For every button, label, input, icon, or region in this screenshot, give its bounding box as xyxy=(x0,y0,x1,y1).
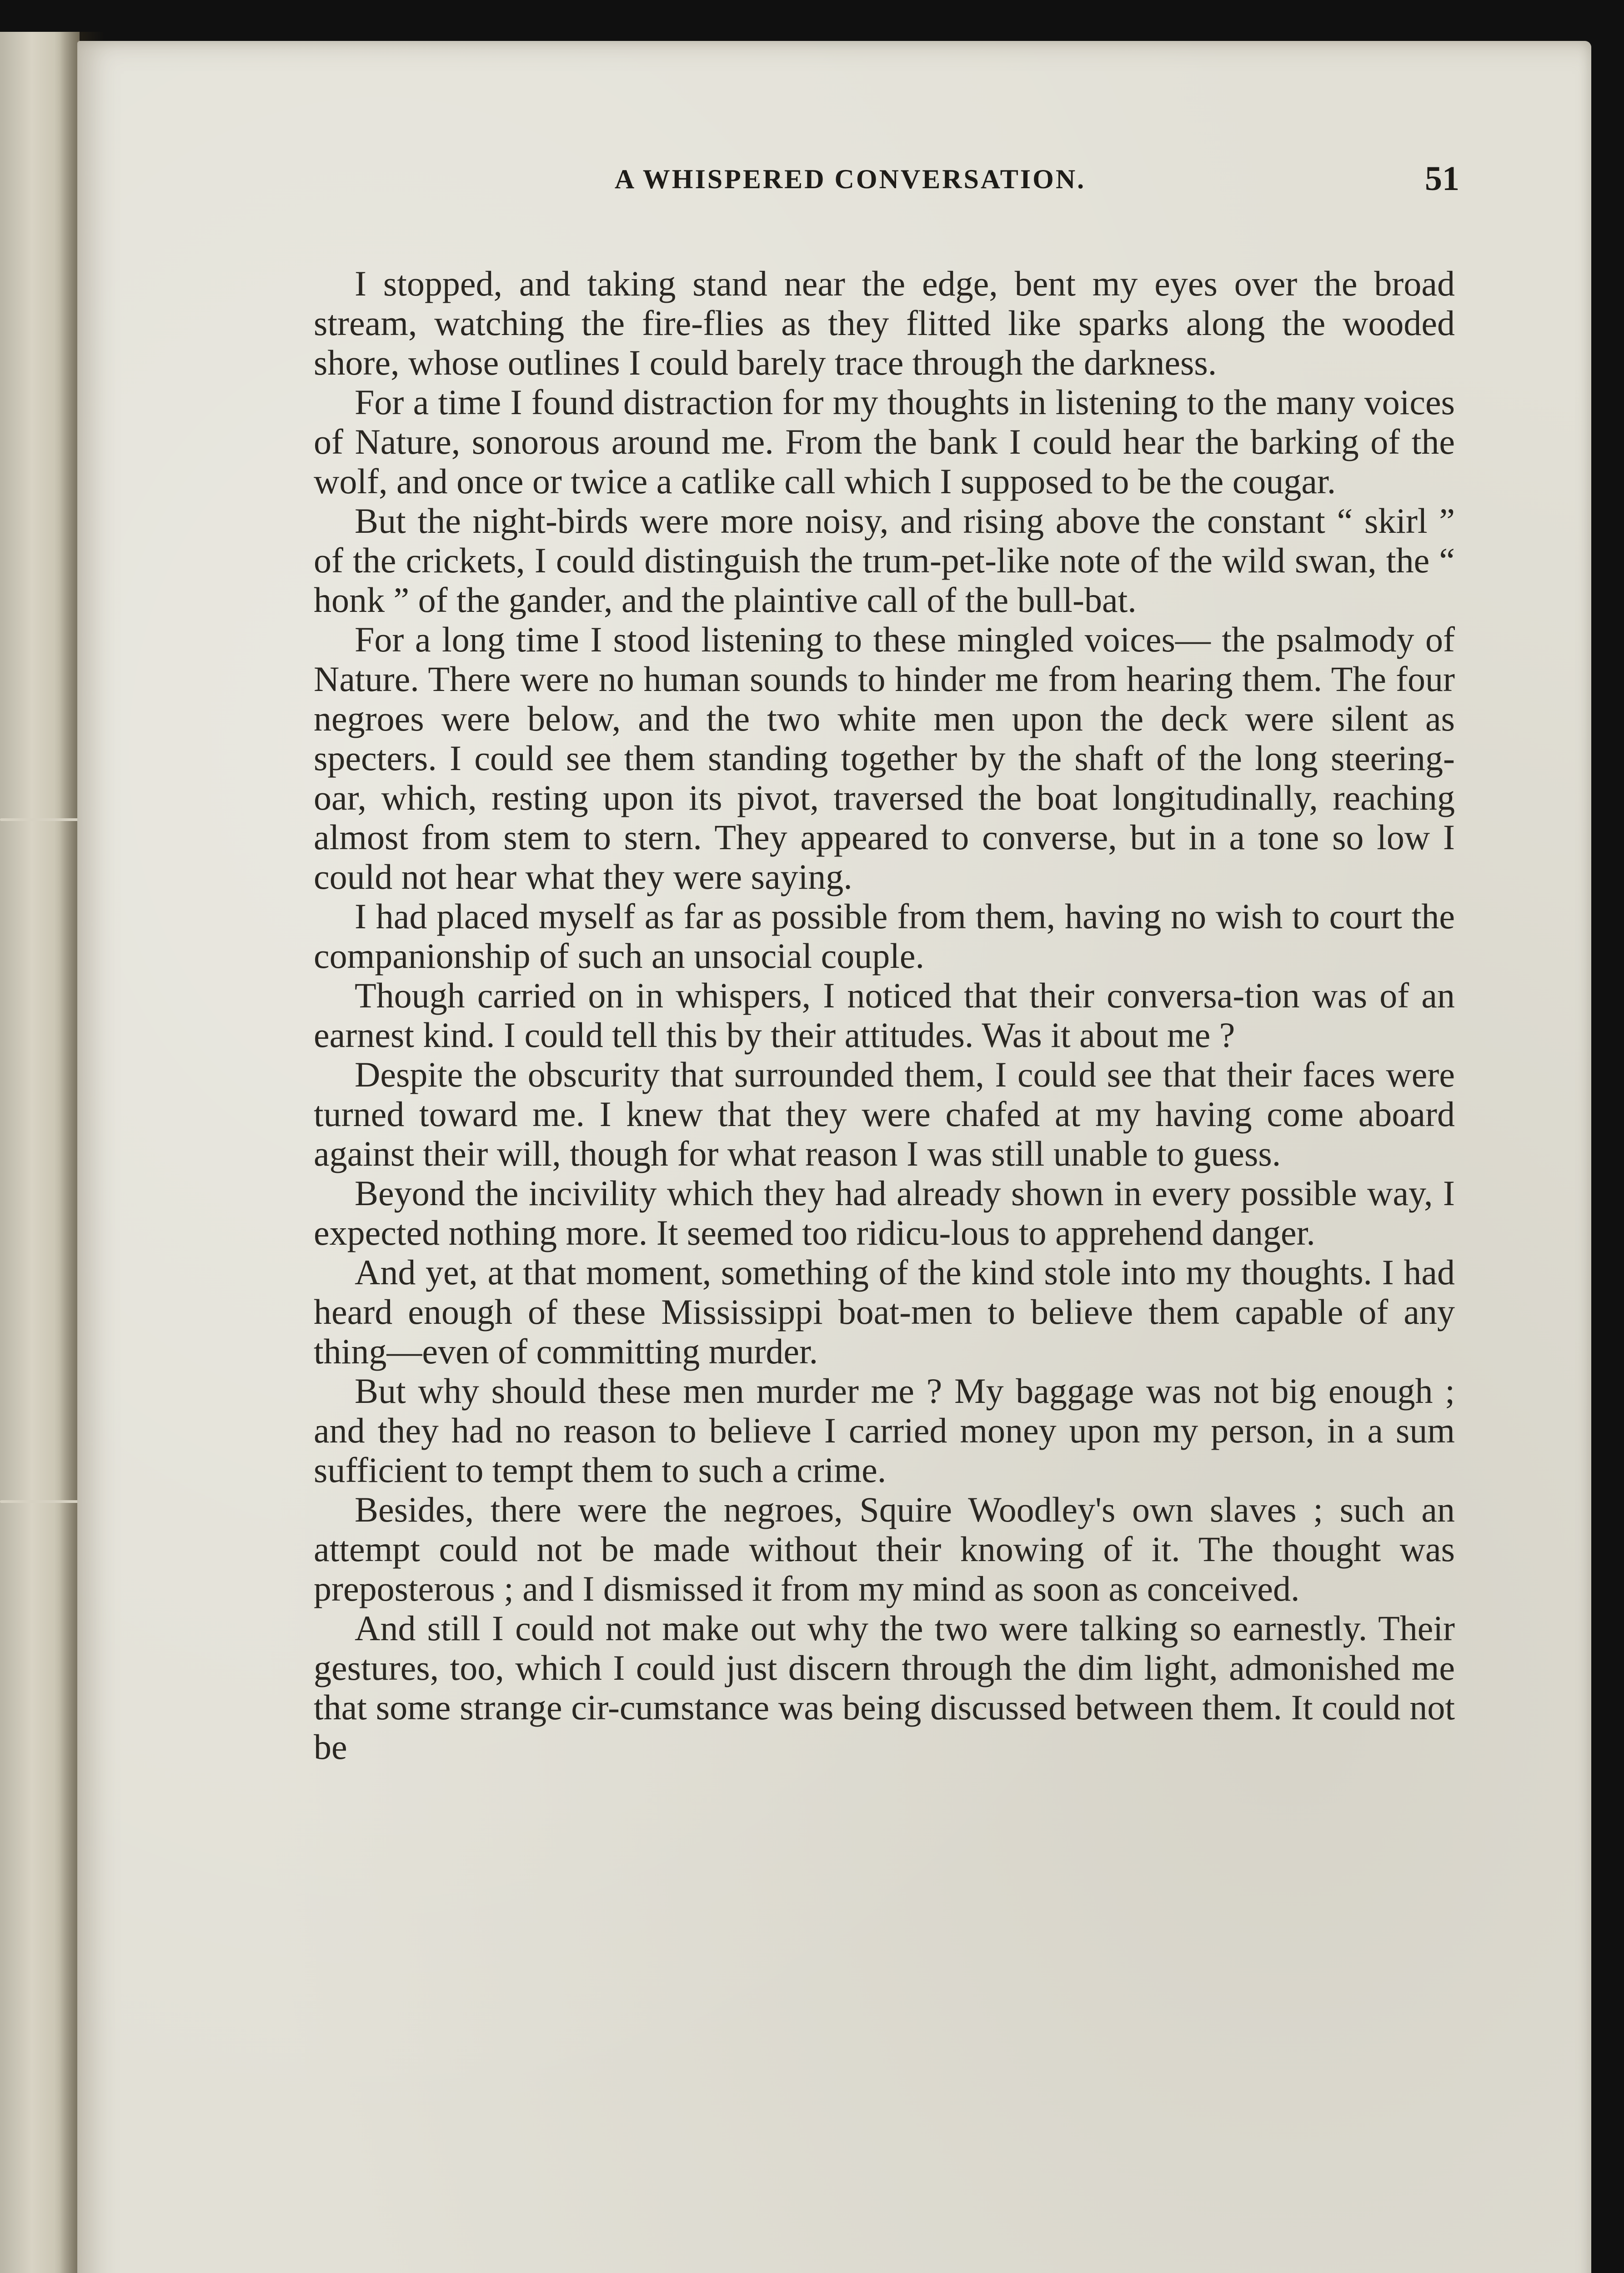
paragraph: For a time I found distraction for my thoughts in listening to the many voices of Nature, sonorous around me. From the bank I could hear the barking of the wolf, and once or twice a catlike call which I supposed to be the cougar. xyxy=(314,382,1455,501)
running-head: A WHISPERED CONVERSATION. xyxy=(614,164,1086,194)
paragraph: Beyond the incivility which they had already shown in every possible way, I expected nothing more. It seemed too ridicu-lous to apprehend danger. xyxy=(314,1173,1455,1252)
paragraph: I stopped, and taking stand near the edge, bent my eyes over the broad stream, watching the fire-flies as they flitted like sparks along the wooded shore, whose outlines I could barely trace through the darkness. xyxy=(314,264,1455,382)
paragraph: Though carried on in whispers, I noticed that their conversa-tion was of an earnest kind. I could tell this by their attitudes. Was it about me ? xyxy=(314,976,1455,1055)
page-number: 51 xyxy=(1425,160,1459,198)
paragraph: But the night-birds were more noisy, and rising above the constant “ skirl ” of the crickets, I could distinguish the trum-pet-like note of the wild swan, the “ honk ” of the gander, and the plaintive call of the bull-bat. xyxy=(314,501,1455,620)
page-header xyxy=(241,160,1459,214)
paragraph: For a long time I stood listening to these mingled voices— the psalmody of Nature. There were no human sounds to hinder me from hearing them. The four negroes were below, and the two white men upon the deck were silent as specters. I could see them standing together by the shaft of the long steering-oar, which, resting upon its pivot, traversed the boat longitudinally, reaching almost from stem to stern. They appeared to converse, but in a tone so low I could not hear what they were saying. xyxy=(314,620,1455,896)
paragraph: I had placed myself as far as possible from them, having no wish to court the companionship of such an unsocial couple. xyxy=(314,896,1455,976)
body-text xyxy=(314,264,1455,1767)
paragraph: But why should these men murder me ? My baggage was not big enough ; and they had no reason to believe I carried money upon my person, in a sum sufficient to tempt them to such a crime. xyxy=(314,1371,1455,1490)
book-page xyxy=(77,41,1591,2273)
paragraph: Despite the obscurity that surrounded them, I could see that their faces were turned toward me. I knew that they were chafed at my having come aboard against their will, though for what reason I was still unable to guess. xyxy=(314,1055,1455,1173)
paragraph: Besides, there were the negroes, Squire Woodley's own slaves ; such an attempt could not be made without their knowing of it. The thought was preposterous ; and I dismissed it from my mind as soon as conceived. xyxy=(314,1490,1455,1608)
paragraph: And still I could not make out why the two were talking so earnestly. Their gestures, too, which I could just discern through the dim light, admonished me that some strange cir-cumstance was being discussed between them. It could not be xyxy=(314,1608,1455,1767)
paragraph: And yet, at that moment, something of the kind stole into my thoughts. I had heard enough of these Mississippi boat-men to believe them capable of any thing—even of committing murder. xyxy=(314,1252,1455,1371)
